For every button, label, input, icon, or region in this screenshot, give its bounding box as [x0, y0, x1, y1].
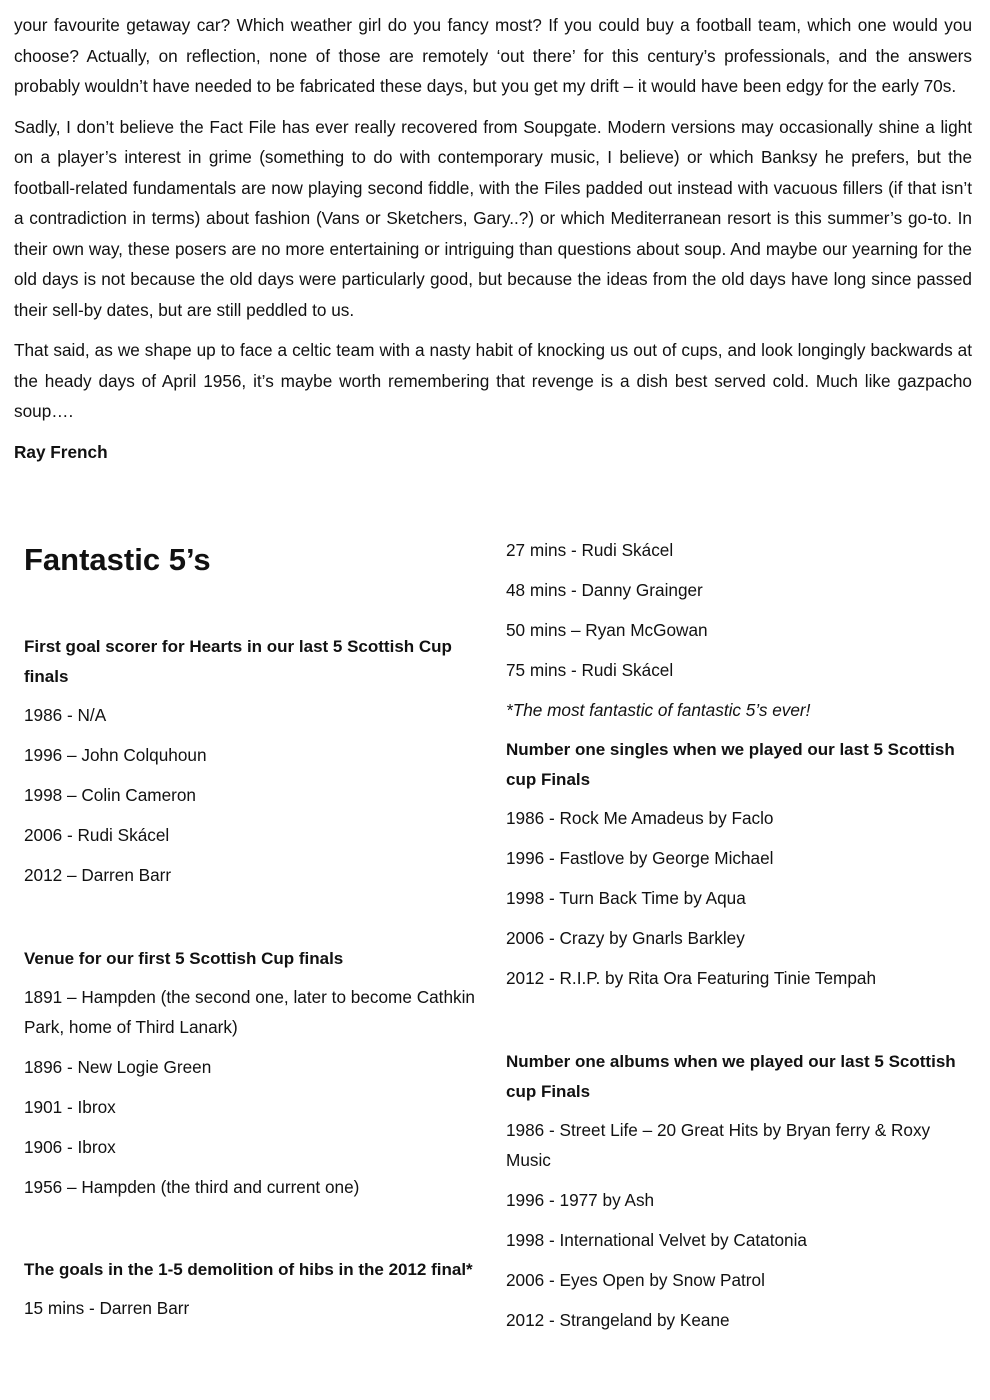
- footnote: *The most fantastic of fantastic 5’s ever!: [506, 700, 811, 720]
- author-name: Ray French: [14, 441, 108, 462]
- article-body: [14, 10, 972, 467]
- list-item: 1998 – Colin Cameron: [24, 785, 196, 805]
- list-item: 2006 - Eyes Open by Snow Patrol: [506, 1270, 765, 1290]
- section-heading: Number one albums when we played our last 5 Scottish cup Finals: [506, 1052, 956, 1101]
- list-item: 1956 – Hampden (the third and current one): [24, 1177, 360, 1197]
- list-item: 27 mins - Rudi Skácel: [506, 540, 674, 560]
- list-item: 1986 - N/A: [24, 705, 107, 725]
- albums-section: [506, 1047, 972, 1345]
- list-item: 1996 - Fastlove by George Michael: [506, 848, 774, 868]
- list-item: 48 mins - Danny Grainger: [506, 580, 703, 600]
- goals-2012-continued: [506, 535, 972, 735]
- list-item: 2012 – Darren Barr: [24, 865, 172, 885]
- list-item: 50 mins – Ryan McGowan: [506, 620, 708, 640]
- list-item: 1891 – Hampden (the second one, later to become Cathkin Park, home of Third Lanark): [24, 987, 475, 1037]
- goals-2012-section: [24, 1255, 484, 1333]
- list-item: 1896 - New Logie Green: [24, 1057, 212, 1077]
- list-item: 1996 – John Colquhoun: [24, 745, 207, 765]
- singles-section: [506, 735, 972, 1003]
- first-goal-section: [24, 632, 484, 900]
- list-item: 1986 - Street Life – 20 Great Hits by Bryan ferry & Roxy Music: [506, 1120, 931, 1170]
- list-item: 75 mins - Rudi Skácel: [506, 660, 674, 680]
- article-paragraph: Sadly, I don’t believe the Fact File has ever really recovered from Soupgate. Modern versions may occasionally shine a light on a player’s interest in grime (something to do with contemporary music, I believe) or which Banksy he prefers, but the football-related fundamentals are now playing second fiddle, with the Files padded out instead with vacuous fillers (if that isn’t a contradiction in terms) about fashion (Vans or Sketchers, Gary..?) or which Mediterranean resort is this summer’s go-to. In their own way, these posers are no more entertaining or intriguing than questions about soup. And maybe our yearning for the old days is not because the old days were particularly good, but because the ideas from the old days have long since passed their sell-by dates, but are still peddled to us.: [14, 116, 972, 320]
- section-heading: Venue for our first 5 Scottish Cup finals: [24, 949, 344, 968]
- list-item: 2006 - Crazy by Gnarls Barkley: [506, 928, 745, 948]
- list-item: 15 mins - Darren Barr: [24, 1298, 190, 1318]
- list-item: 2012 - Strangeland by Keane: [506, 1310, 730, 1330]
- article-paragraph: That said, as we shape up to face a celtic team with a nasty habit of knocking us out of cups, and look longingly backwards at the heady days of April 1956, it’s maybe worth remembering that revenge is a dish best served cold. Much like gazpacho soup….: [14, 340, 972, 421]
- section-heading: Number one singles when we played our last 5 Scottish cup Finals: [506, 740, 955, 789]
- section-heading: First goal scorer for Hearts in our last 5 Scottish Cup finals: [24, 637, 452, 686]
- list-item: 1996 - 1977 by Ash: [506, 1190, 655, 1210]
- list-item: 1901 - Ibrox: [24, 1097, 116, 1117]
- list-item: 1906 - Ibrox: [24, 1137, 116, 1157]
- article-paragraph: your favourite getaway car? Which weather girl do you fancy most? If you could buy a football team, which one would you choose? Actually, on reflection, none of those are remotely ‘out there’ for this century’s professionals, and the answers probably wouldn’t have needed to be fabricated these days, but you get my drift – it would have been edgy for the early 70s.: [14, 15, 972, 96]
- list-item: 1998 - Turn Back Time by Aqua: [506, 888, 746, 908]
- section-heading: The goals in the 1-5 demolition of hibs in the 2012 final*: [24, 1260, 473, 1279]
- list-item: 2012 - R.I.P. by Rita Ora Featuring Tinie Tempah: [506, 968, 877, 988]
- section-title: Fantastic 5’s: [24, 542, 211, 577]
- venue-section: [24, 944, 484, 1212]
- list-item: 2006 - Rudi Skácel: [24, 825, 170, 845]
- list-item: 1998 - International Velvet by Catatonia: [506, 1230, 807, 1250]
- list-item: 1986 - Rock Me Amadeus by Faclo: [506, 808, 774, 828]
